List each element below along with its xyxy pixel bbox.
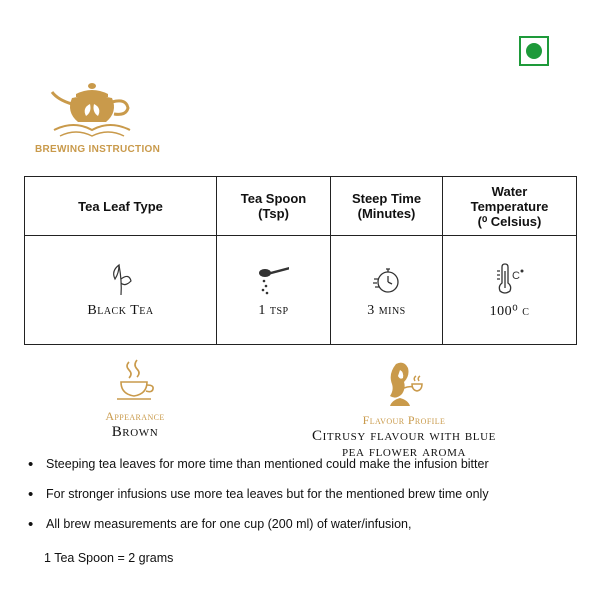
veg-dot xyxy=(526,43,542,59)
appearance-label: Appearance xyxy=(105,409,165,423)
cell-tea-leaf-type xyxy=(25,236,217,345)
header-tea-spoon: Tea Spoon (Tsp) xyxy=(217,177,331,236)
list-item: • All brew measurements are for one cup (200 ml) of water/infusion, xyxy=(28,517,588,532)
svg-text:C: C xyxy=(511,269,520,282)
tea-cup-icon xyxy=(113,358,157,404)
stopwatch-icon xyxy=(372,261,402,297)
water-temperature-value: 100⁰ c xyxy=(489,303,530,319)
list-item: • Steeping tea leaves for more time than mentioned could make the infusion bitter xyxy=(28,457,588,472)
list-item: • For stronger infusions use more tea leaves but for the mentioned brew time only xyxy=(28,487,588,502)
table-row xyxy=(25,236,577,345)
steep-time-value: 3 mins xyxy=(367,303,406,318)
appearance-block xyxy=(65,358,205,440)
cell-tea-spoon xyxy=(217,236,331,345)
spoon-icon xyxy=(257,261,291,297)
appearance-value: Brown xyxy=(111,424,159,440)
brand-caption: BREWING INSTRUCTION xyxy=(35,144,161,155)
leaf-icon xyxy=(109,261,133,297)
teapot-logo-icon xyxy=(46,80,136,142)
flavour-label: Flavour Profile xyxy=(362,413,446,427)
cell-water-temperature xyxy=(443,236,577,345)
header-steep-time: Steep Time (Minutes) xyxy=(331,177,443,236)
tea-spoon-value: 1 tsp xyxy=(258,303,289,318)
brewing-notes xyxy=(28,457,588,547)
flavour-value-line2: pea flower aroma xyxy=(341,444,467,460)
thermometer-icon xyxy=(493,261,527,297)
woman-with-cup-icon xyxy=(382,360,426,408)
veg-symbol-icon xyxy=(519,36,549,66)
brewing-table xyxy=(24,176,577,345)
teaspoon-conversion-note: 1 Tea Spoon = 2 grams xyxy=(44,551,174,565)
header-tea-leaf-type: Tea Leaf Type xyxy=(25,177,217,236)
header-water-temperature: Water Temperature (⁰ Celsius) xyxy=(443,177,577,236)
table-header-row xyxy=(25,177,577,236)
tea-leaf-type-value: Black Tea xyxy=(87,303,154,318)
flavour-value-line1: Citrusy flavour with blue xyxy=(312,428,496,444)
cell-steep-time xyxy=(331,236,443,345)
flavour-block xyxy=(286,360,522,460)
